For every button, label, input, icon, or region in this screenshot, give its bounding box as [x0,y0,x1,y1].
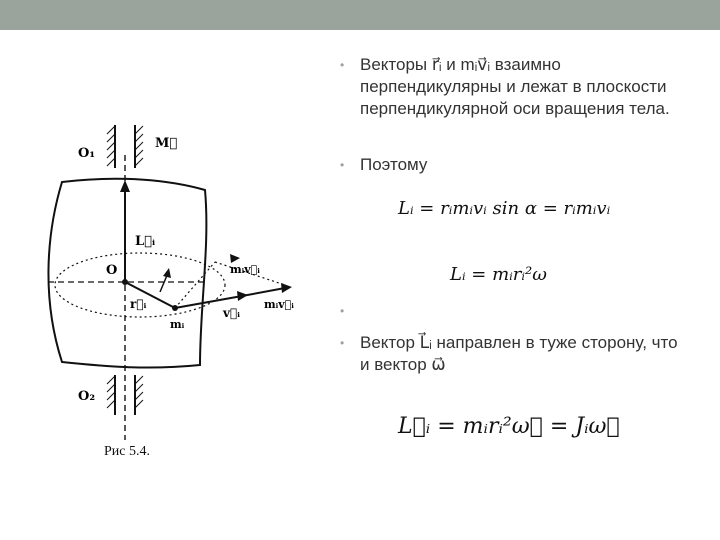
bullet-dot: • [340,304,345,318]
bullet-text: Поэтому [360,155,428,174]
label-mivi-top: mᵢv⃗ᵢ [230,263,260,276]
label-ri: r⃗ᵢ [130,297,147,311]
label-o2: O₂ [78,389,96,404]
top-bar [0,0,720,30]
omega-arrowhead [163,268,171,278]
formula-1: Lᵢ = rᵢmᵢvᵢ sin α = rᵢmᵢvᵢ [398,198,611,219]
diagram [0,30,330,450]
bullet-text: Векторы r⃗ᵢ и mᵢv⃗ᵢ взаимно перпендикулярны и лежат в плоскости перпендикулярной оси вращения тела. [360,55,670,118]
label-mi: mᵢ [170,318,185,331]
figure-rotating-body [0,30,330,459]
label-vi: v⃗ᵢ [223,306,241,320]
label-o1: O₁ [78,146,96,161]
bullet-dot: • [340,58,345,72]
bullet-dot: • [340,158,345,172]
label-mivi-right: mᵢv⃗ᵢ [264,298,294,311]
body-outline [48,179,206,368]
bullet-text: Вектор L⃗ᵢ направлен в туже сторону, что и вектор ω⃗ [360,333,678,374]
label-m: M⃗ [155,136,178,151]
mivi-vector [242,288,285,296]
li-arrowhead [120,180,130,192]
bullet-dot: • [340,336,345,350]
formula-3: L⃗ᵢ = mᵢrᵢ²ω⃗ = Jᵢω⃗ [398,414,620,439]
label-li: L⃗ᵢ [135,234,156,249]
label-o: O [106,263,118,278]
top-mivi-arrowhead [230,254,240,263]
formula-2: Lᵢ = mᵢrᵢ²ω [450,264,547,285]
figure-caption: Рис 5.4. [104,444,150,459]
origin-point [122,279,128,285]
